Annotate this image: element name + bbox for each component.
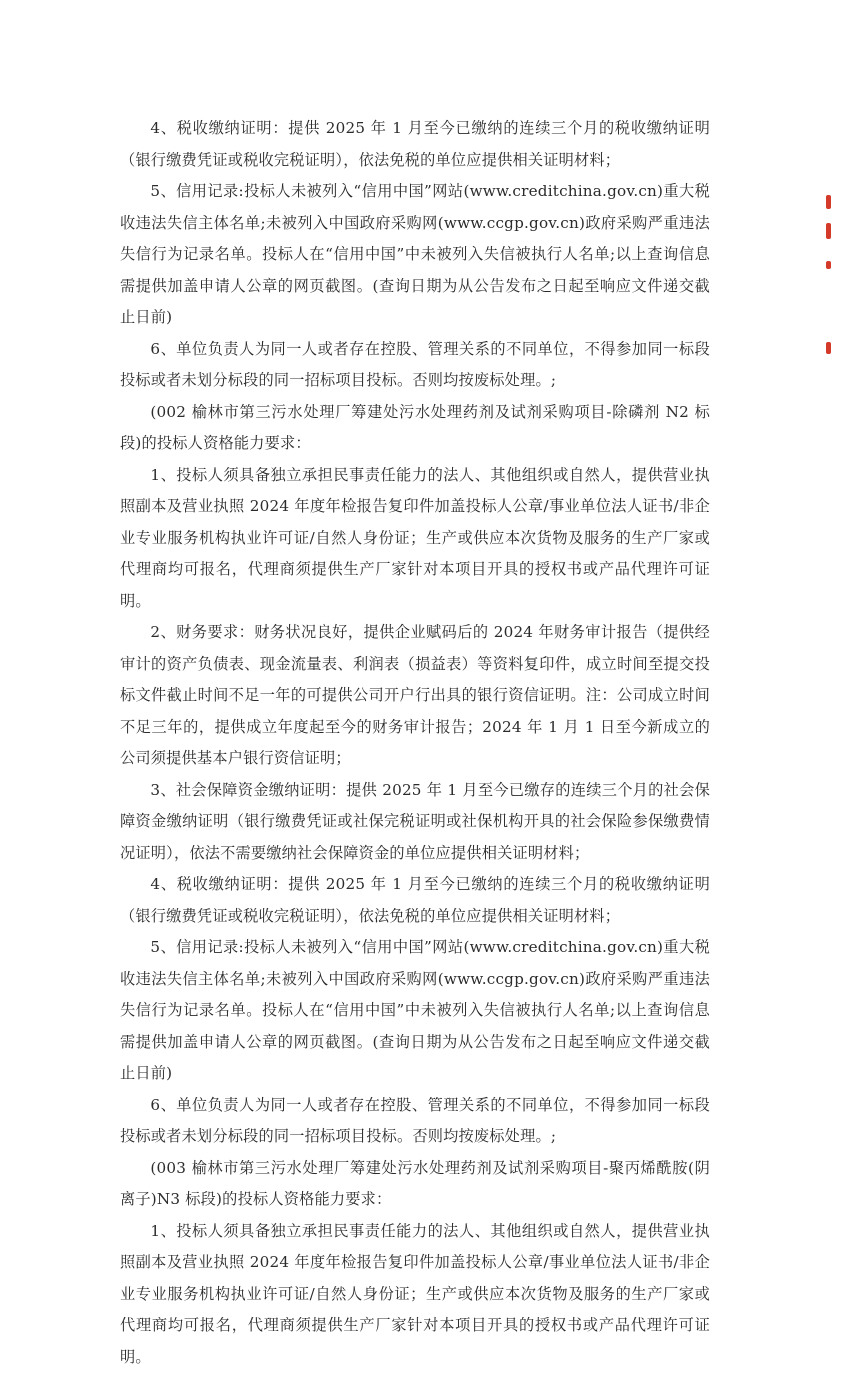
- paragraph-legal-entity-requirement: 1、投标人须具备独立承担民事责任能力的法人、其他组织或自然人，提供营业执照副本及营业执照 2024 年度年检报告复印件加盖投标人公章/事业单位法人证书/非企业专业服务机构执业许可证/自然人身份证；生产或供应本次货物及服务的生产厂家或代理商均可报名，代理商须提供生产厂家针对本项目开具的授权书或产品代理许可证明。: [120, 460, 710, 618]
- paragraph-financial-requirement: 2、财务要求：财务状况良好，提供企业赋码后的 2024 年财务审计报告（提供经审计的资产负债表、现金流量表、利润表（损益表）等资料复印件，成立时间至提交投标文件截止时间不足一年的可提供公司开户行出具的银行资信证明。注：公司成立时间不足三年的，提供成立年度起至今的财务审计报告；2024 年 1 月 1 日至今新成立的公司须提供基本户银行资信证明；: [120, 617, 710, 775]
- paragraph-tax-payment-proof-2: 4、税收缴纳证明：提供 2025 年 1 月至今已缴纳的连续三个月的税收缴纳证明（银行缴费凭证或税收完税证明），依法免税的单位应提供相关证明材料；: [120, 869, 710, 932]
- paragraph-tax-payment-proof: 4、税收缴纳证明：提供 2025 年 1 月至今已缴纳的连续三个月的税收缴纳证明（银行缴费凭证或税收完税证明），依法免税的单位应提供相关证明材料；: [120, 113, 710, 176]
- document-body: [120, 113, 710, 1373]
- paragraph-credit-record-2: 5、信用记录:投标人未被列入“信用中国”网站(www.creditchina.gov.cn)重大税收违法失信主体名单;未被列入中国政府采购网(www.ccgp.gov.cn)政府采购严重违法失信行为记录名单。投标人在“信用中国”中未被列入失信被执行人名单;以上查询信息需提供加盖申请人公章的网页截图。(查询日期为从公告发布之日起至响应文件递交截止日前): [120, 932, 710, 1090]
- seal-edge-mark: [826, 342, 831, 354]
- seal-edge-mark: [826, 195, 831, 209]
- section-heading-003: (003 榆林市第三污水处理厂筹建处污水处理药剂及试剂采购项目-聚丙烯酰胺(阴离子)N3 标段)的投标人资格能力要求：: [120, 1153, 710, 1216]
- seal-edge-mark: [826, 261, 831, 269]
- paragraph-social-security-proof: 3、社会保障资金缴纳证明：提供 2025 年 1 月至今已缴存的连续三个月的社会保障资金缴纳证明（银行缴费凭证或社保完税证明或社保机构开具的社会保险参保缴费情况证明），依法不需要缴纳社会保障资金的单位应提供相关证明材料；: [120, 775, 710, 870]
- paragraph-legal-entity-requirement-2: 1、投标人须具备独立承担民事责任能力的法人、其他组织或自然人，提供营业执照副本及营业执照 2024 年度年检报告复印件加盖投标人公章/事业单位法人证书/非企业专业服务机构执业许可证/自然人身份证；生产或供应本次货物及服务的生产厂家或代理商均可报名，代理商须提供生产厂家针对本项目开具的授权书或产品代理许可证明。: [120, 1216, 710, 1373]
- paragraph-same-responsible-person: 6、单位负责人为同一人或者存在控股、管理关系的不同单位，不得参加同一标段投标或者未划分标段的同一招标项目投标。否则均按废标处理。;: [120, 334, 710, 397]
- paragraph-same-responsible-person-2: 6、单位负责人为同一人或者存在控股、管理关系的不同单位，不得参加同一标段投标或者未划分标段的同一招标项目投标。否则均按废标处理。;: [120, 1090, 710, 1153]
- seal-edge-mark: [826, 223, 831, 239]
- paragraph-credit-record: 5、信用记录:投标人未被列入“信用中国”网站(www.creditchina.gov.cn)重大税收违法失信主体名单;未被列入中国政府采购网(www.ccgp.gov.cn)政府采购严重违法失信行为记录名单。投标人在“信用中国”中未被列入失信被执行人名单;以上查询信息需提供加盖申请人公章的网页截图。(查询日期为从公告发布之日起至响应文件递交截止日前): [120, 176, 710, 334]
- section-heading-002: (002 榆林市第三污水处理厂筹建处污水处理药剂及试剂采购项目-除磷剂 N2 标段)的投标人资格能力要求：: [120, 397, 710, 460]
- seal-edge-marks: [826, 195, 836, 365]
